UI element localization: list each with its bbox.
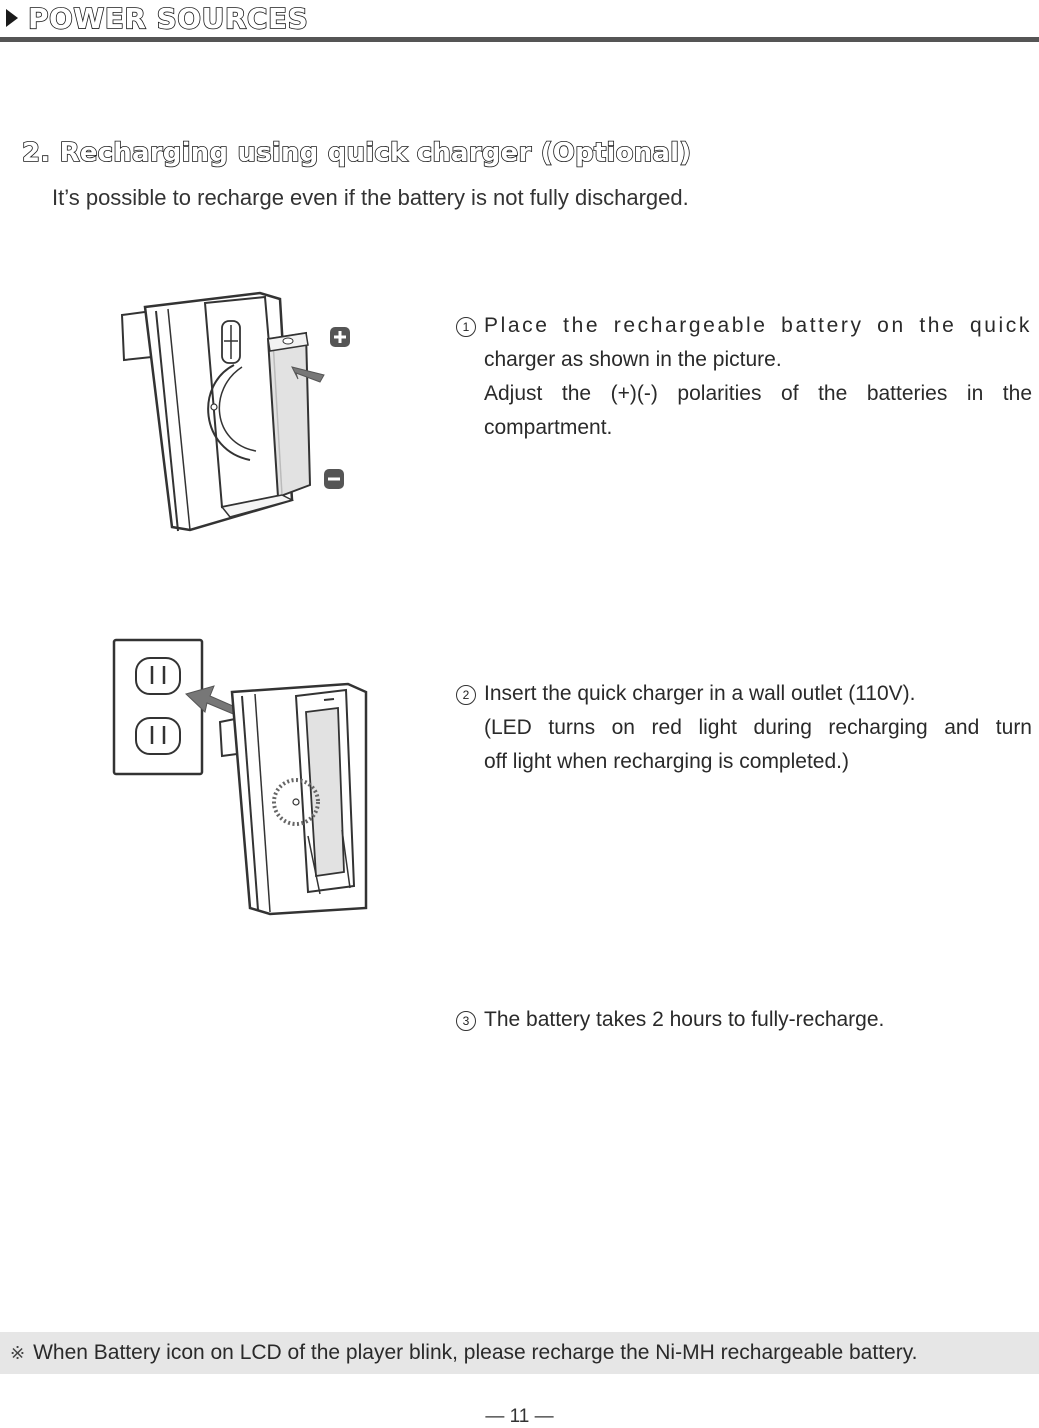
- header-rule: [0, 37, 1039, 42]
- step-line: Adjust the (+)(-) polarities of the batteries in the: [484, 382, 1032, 405]
- step-line: Insert the quick charger in a wall outlet (110V).: [484, 682, 916, 705]
- step-line: Place the rechargeable battery on the quick: [484, 314, 1032, 337]
- triangle-bullet-icon: [6, 9, 18, 27]
- step-number-badge: 2: [456, 685, 476, 705]
- step-line: off light when recharging is completed.): [484, 750, 849, 773]
- step-line: charger as shown in the picture.: [484, 348, 782, 371]
- charger-battery-illustration: [110, 285, 370, 540]
- step-line: compartment.: [484, 416, 613, 439]
- intro-text: It’s possible to recharge even if the battery is not fully discharged.: [52, 185, 689, 210]
- reference-mark-icon: ※: [10, 1342, 26, 1363]
- step-2: [456, 677, 1032, 779]
- step-number-badge: 3: [456, 1011, 476, 1031]
- step-number-badge: 1: [456, 317, 476, 337]
- step-3: [456, 1003, 1032, 1037]
- step-1: [456, 309, 1032, 445]
- minus-polarity-icon: [324, 469, 344, 489]
- section-heading: 2. Recharging using quick charger (Optional): [22, 138, 692, 168]
- page-number: — 11 —: [485, 1406, 554, 1427]
- header-title-text: POWER SOURCES: [28, 1, 309, 35]
- header-title: [6, 0, 308, 36]
- footer-note-text: When Battery icon on LCD of the player blink, please recharge the Ni-MH rechargeable battery.: [33, 1341, 918, 1364]
- step-line: (LED turns on red light during recharging and turn: [484, 716, 1032, 739]
- footer-note: [0, 1332, 1039, 1374]
- step-line: The battery takes 2 hours to fully-recharge.: [484, 1008, 885, 1031]
- plus-polarity-icon: [330, 327, 350, 347]
- wall-outlet-illustration: [110, 636, 390, 926]
